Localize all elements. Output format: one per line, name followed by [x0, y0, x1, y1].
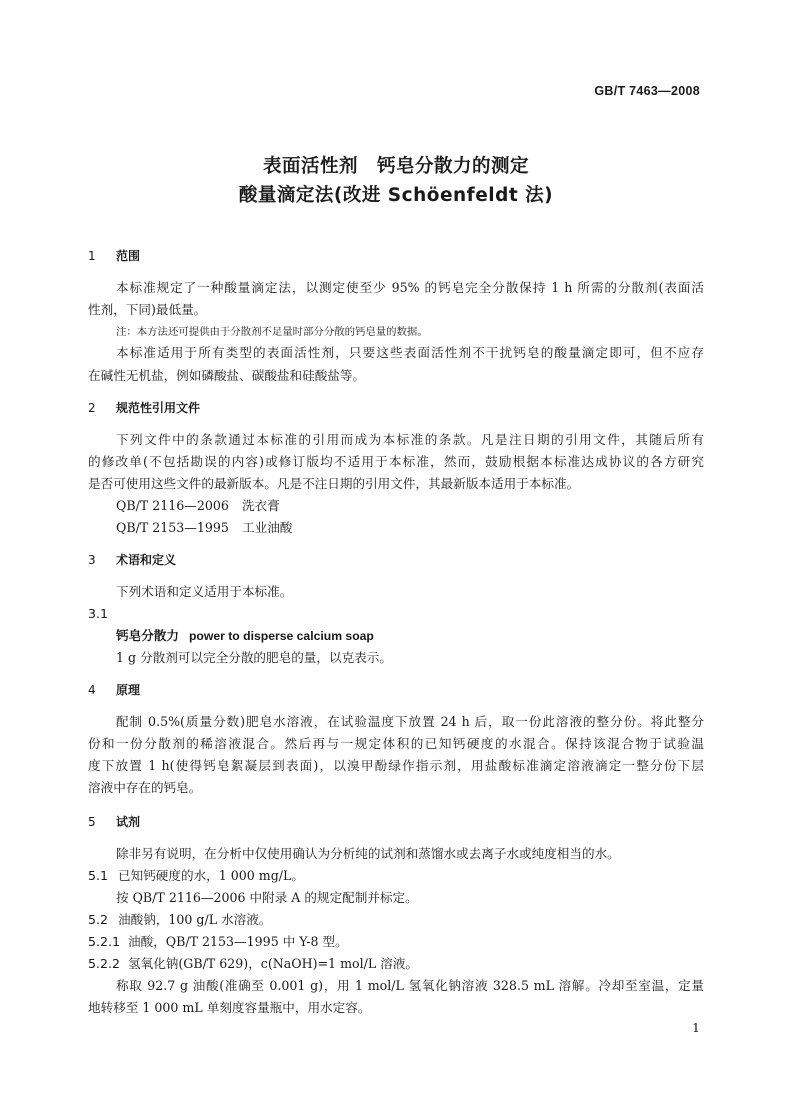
item-number: 5.2.2	[88, 956, 121, 971]
reference-name: 工业油酸	[242, 520, 293, 535]
paragraph-line: 本标准规定了一种酸量滴定法，以测定使至少 95% 的钙皂完全分散保持 1 h 所需的分散剂(表面活	[116, 280, 704, 295]
section-title: 原理	[116, 683, 141, 697]
paragraph-line: 度下放置 1 h(使得钙皂絮凝层到表面)，以溴甲酚绿作指示剂，用盐酸标准滴定溶液滴定一整分份下层	[88, 758, 704, 773]
item-text: 油酸，QB/T 2153—1995 中 Y-8 型。	[128, 934, 348, 949]
paragraph-line: 地转移至 1 000 mL 单刻度容量瓶中，用水定容。	[88, 1000, 371, 1015]
item-text: 氢氧化钠(GB/T 629)，c(NaOH)=1 mol/L 溶液。	[128, 956, 419, 971]
item-text: 已知钙硬度的水，1 000 mg/L。	[118, 868, 305, 883]
section-number: 1	[88, 249, 96, 263]
item-text: 油酸钠，100 g/L 水溶液。	[118, 912, 272, 927]
paragraph-line: 本标准适用于所有类型的表面活性剂，只要这些表面活性剂不干扰钙皂的酸量滴定即可，但不应存	[116, 345, 704, 360]
term-entry	[116, 626, 704, 646]
paragraph-line: 配制 0.5%(质量分数)肥皂水溶液，在试验温度下放置 24 h 后，取一份此溶液的整分份。将此整分	[116, 714, 704, 729]
term-definition: 1 g 分散剂可以完全分散的肥皂的量，以克表示。	[116, 650, 392, 665]
section-4-heading	[88, 680, 704, 700]
item-number: 5.2	[88, 912, 109, 927]
paragraph-line: 是否可使用这些文件的最新版本。凡是不注日期的引用文件，其最新版本适用于本标准。	[88, 476, 580, 491]
paragraph-line: 下列术语和定义适用于本标准。	[116, 584, 293, 599]
reagent-item-5-1	[88, 866, 704, 886]
page-number: 1	[692, 1020, 700, 1035]
section-3-heading	[88, 550, 704, 570]
term-english: power to disperse calcium soap	[188, 629, 374, 643]
section-5-heading	[88, 812, 704, 832]
paragraph-line: 性剂，下同)最低量。	[88, 302, 207, 317]
paragraph-line: 溶液中存在的钙皂。	[88, 780, 202, 795]
section-title: 术语和定义	[116, 553, 177, 567]
note-text: 注：本方法还可提供由于分散剂不足量时部分分散的钙皂量的数据。	[116, 326, 428, 338]
subsection-number: 3.1	[88, 606, 109, 621]
reference-name: 洗衣膏	[242, 498, 280, 513]
section-2-heading	[88, 398, 704, 418]
section-number: 3	[88, 553, 96, 567]
reference-code: QB/T 2116—2006	[116, 498, 229, 513]
section-number: 4	[88, 683, 96, 697]
section-title: 试剂	[116, 815, 141, 829]
item-number: 5.2.1	[88, 934, 121, 949]
paragraph-line: 份和一份分散剂的稀溶液混合。然后再与一规定体积的已知钙硬度的水混合。保持该混合物于试验温	[88, 736, 704, 751]
document-title-line1: 表面活性剂 钙皂分散力的测定	[262, 156, 529, 177]
section-number: 2	[88, 401, 96, 415]
reagent-item-5-2-1	[88, 932, 704, 952]
standard-code: GB/T 7463—2008	[594, 84, 700, 98]
reagent-item-5-2	[88, 910, 704, 930]
reference-item	[116, 518, 704, 538]
paragraph-line: 下列文件中的条款通过本标准的引用而成为本标准的条款。凡是注日期的引用文件，其随后所有	[116, 432, 704, 447]
paragraph-line: 称取 92.7 g 油酸(准确至 0.001 g)，用 1 mol/L 氢氧化钠溶液 328.5 mL 溶解。冷却至室温，定量	[116, 978, 704, 993]
document-title-line2: 酸量滴定法(改进 Schöenfeldt 法)	[238, 185, 554, 206]
reagent-item-5-2-2	[88, 954, 704, 974]
paragraph-line: 按 QB/T 2116—2006 中附录 A 的规定配制并标定。	[116, 890, 418, 905]
section-title: 范围	[116, 249, 141, 263]
paragraph-line: 在碱性无机盐，例如磷酸盐、碳酸盐和硅酸盐等。	[88, 368, 366, 383]
section-1-heading	[88, 246, 704, 266]
section-number: 5	[88, 815, 96, 829]
term-chinese: 钙皂分散力	[116, 628, 179, 643]
paragraph-line: 除非另有说明，在分析中仅使用确认为分析纯的试剂和蒸馏水或去离子水或纯度相当的水。	[116, 846, 620, 861]
paragraph-line: 的修改单(不包括勘误的内容)或修订版均不适用于本标准，然而，鼓励根据本标准达成协议的各方研究	[88, 454, 704, 469]
item-number: 5.1	[88, 868, 109, 883]
section-title: 规范性引用文件	[116, 401, 201, 415]
reference-item	[116, 496, 704, 516]
reference-code: QB/T 2153—1995	[116, 520, 229, 535]
